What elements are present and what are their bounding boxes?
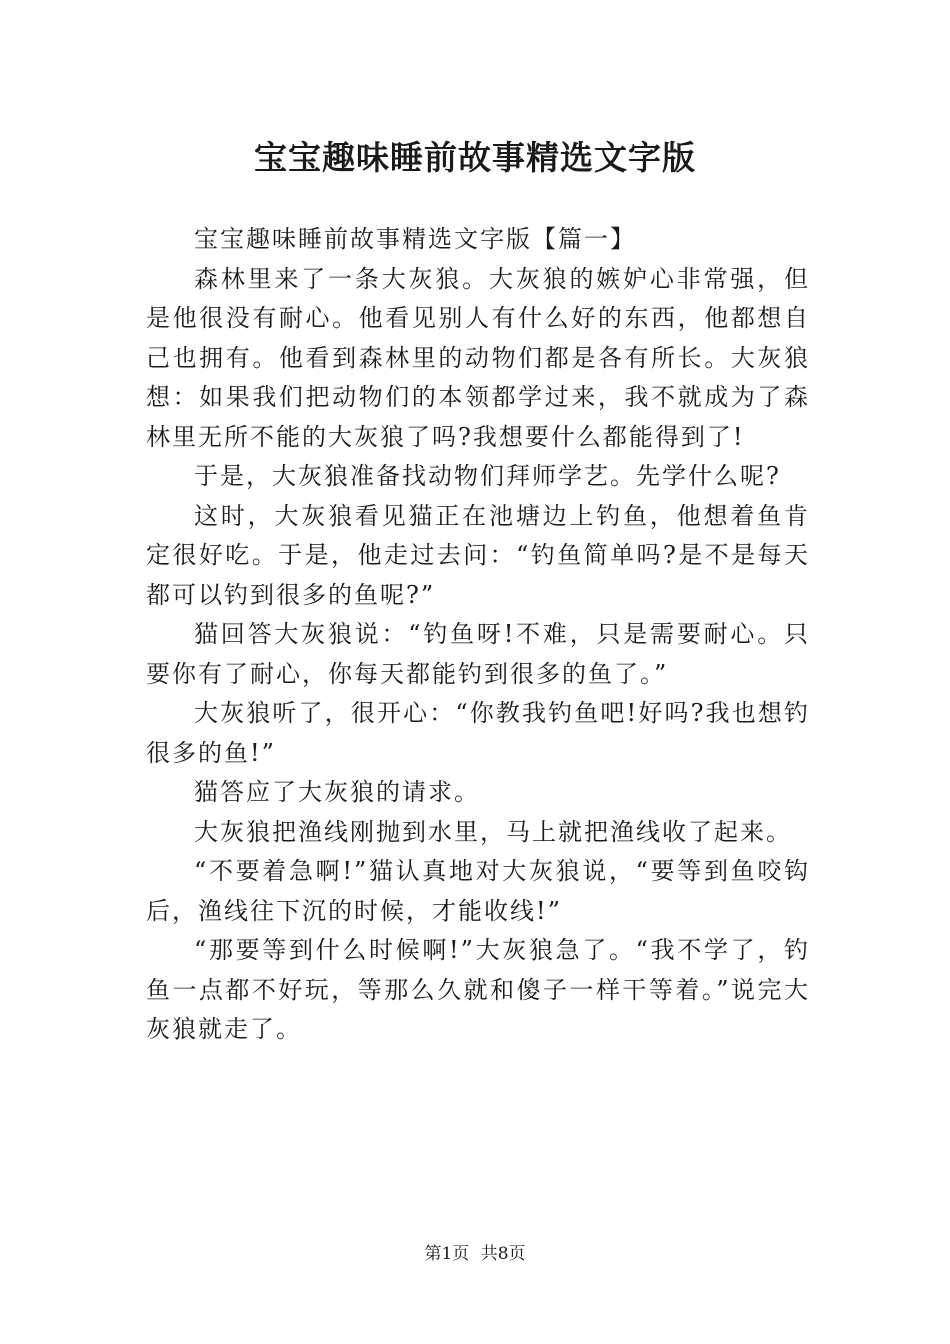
page-number: 第1页 — [424, 1244, 470, 1264]
page-footer — [0, 1243, 950, 1265]
paragraph: 大灰狼把渔线刚抛到水里，马上就把渔线收了起来。 — [194, 817, 792, 846]
paragraph: “那要等到什么时候啊!”大灰狼急了。“我不学了，钓鱼一点都不好玩，等那么久就和傻子一样干等着。”说完大灰狼就走了。 — [146, 936, 810, 1043]
paragraph-section-heading: 宝宝趣味睡前故事精选文字版【篇一】 — [194, 225, 636, 253]
paragraph: “不要着急啊!”猫认真地对大灰狼说，“要等到鱼咬钩后，渔线往下沉的时候，才能收线!” — [146, 857, 810, 925]
paragraph: 大灰狼听了，很开心：“你教我钓鱼吧!好吗?我也想钓很多的鱼!” — [146, 699, 810, 767]
paragraph: 猫答应了大灰狼的请求。 — [194, 778, 480, 806]
document-body — [146, 220, 810, 1050]
page-total: 共8页 — [480, 1244, 526, 1264]
document-title: 宝宝趣味睡前故事精选文字版 — [254, 138, 696, 177]
paragraph: 这时，大灰狼看见猫正在池塘边上钓鱼，他想着鱼肯定很好吃。于是，他走过去问：“钓鱼简单吗?是不是每天都可以钓到很多的鱼呢?” — [146, 501, 810, 609]
paragraph: 于是，大灰狼准备找动物们拜师学艺。先学什么呢? — [194, 462, 781, 490]
paragraph: 森林里来了一条大灰狼。大灰狼的嫉妒心非常强，但是他很没有耐心。他看见别人有什么好的东西，他都想自己也拥有。他看到森林里的动物们都是各有所长。大灰狼想：如果我们把动物们的本领都学过来，我不就成为了森林里无所不能的大灰狼了吗?我想要什么都能得到了! — [146, 264, 810, 451]
paragraph: 猫回答大灰狼说：“钓鱼呀!不难，只是需要耐心。只要你有了耐心，你每天都能钓到很多的鱼了。” — [146, 620, 810, 688]
